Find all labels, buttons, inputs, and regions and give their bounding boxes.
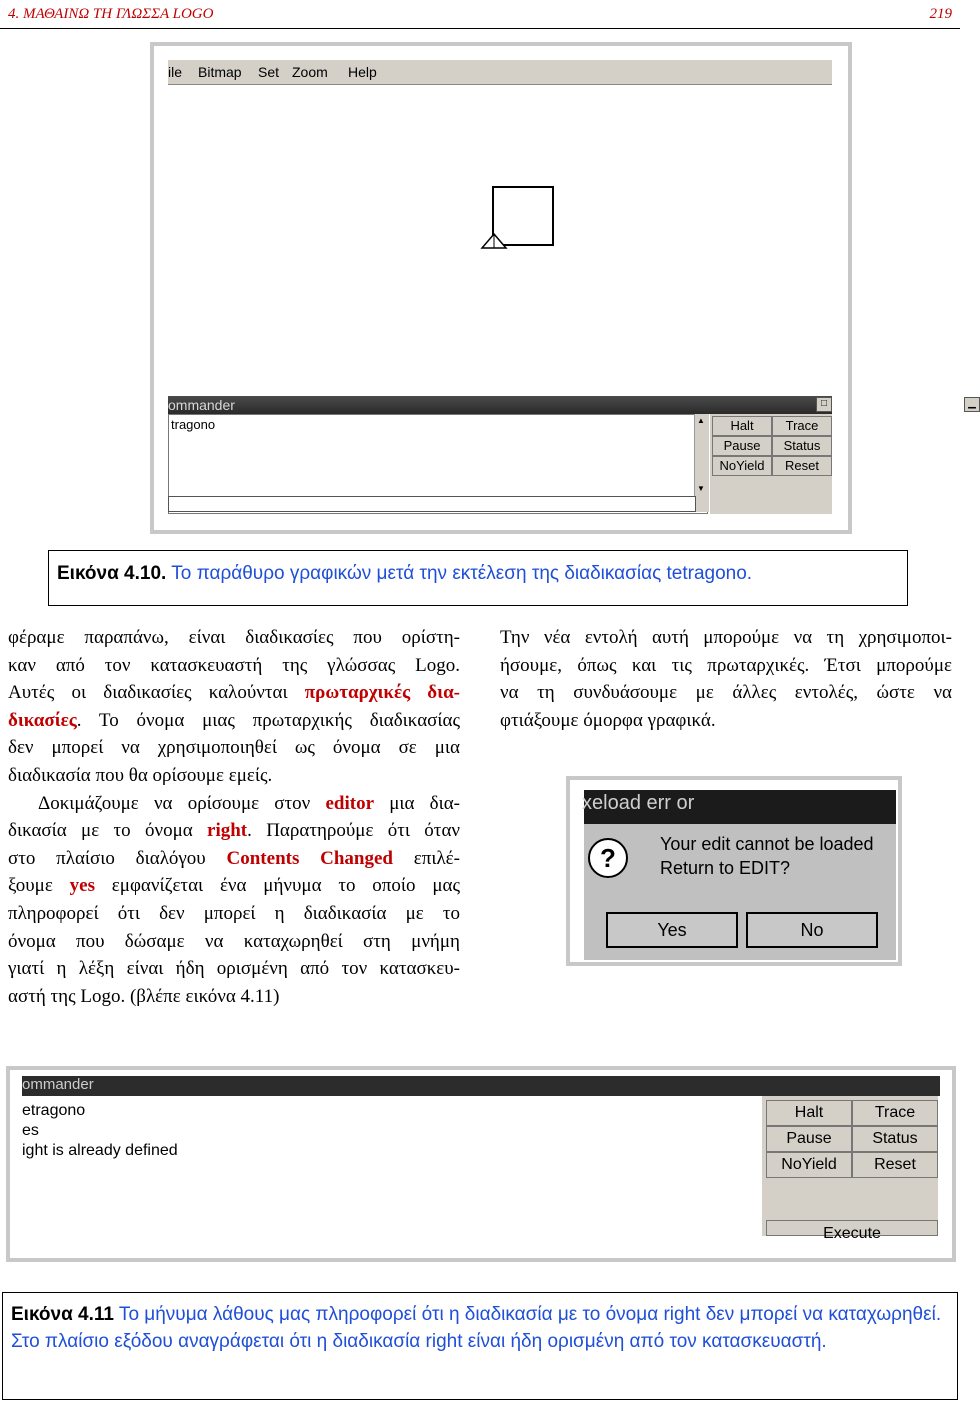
output-line: tragono: [171, 417, 216, 432]
text-line: ήσουμε, όπως και τις πρωταρχικές. Έτσι μπορούμε: [500, 654, 952, 676]
text-line: όνομα που δώσαμε να καταχωρηθεί στη μνήμη: [8, 930, 460, 952]
text-line: αστή της Logo. (βλέπε εικόνα 4.11): [8, 985, 280, 1007]
pause-button[interactable]: Pause: [712, 436, 772, 456]
dialog-titlebar: [584, 790, 896, 824]
reset-button[interactable]: Reset: [852, 1152, 938, 1178]
trace-button[interactable]: Trace: [852, 1100, 938, 1126]
minimize-button[interactable]: ▁: [964, 397, 980, 412]
caption-label: Εικόνα 4.10.: [57, 563, 167, 584]
text-line: καν από τον κατασκευαστή της γλώσσας Logo.: [8, 654, 460, 676]
turtle-icon: [480, 232, 508, 250]
output-line: ight is already defined: [22, 1142, 178, 1159]
commander-title: ommander: [168, 397, 235, 413]
text-line: πληροφορεί ότι δεν μπορεί η διαδικασία με το: [8, 902, 460, 924]
commander-title-2: ommander: [22, 1076, 94, 1093]
term-contents-changed: Contents Changed: [226, 847, 393, 869]
term-right: right: [207, 820, 248, 842]
caption-text: Το μήνυμα λάθους μας πληροφορεί ότι η διαδικασία με το όνομα right δεν μπορεί να καταχωρηθεί. Στο πλαίσιο εξόδου αναγράφεται ότι η διαδικασία right είναι ήδη ορισμένη από τον κατασκευαστή.: [11, 1304, 942, 1352]
page-number: 219: [929, 6, 952, 22]
header-rule: [0, 28, 960, 29]
dialog-message-1: Your edit cannot be loaded: [660, 834, 874, 854]
menu-help[interactable]: Help: [348, 64, 377, 80]
command-input[interactable]: [168, 496, 696, 512]
text-line: δικασίες. Το όνομα μιας πρωταρχικής διαδικασίας: [8, 709, 460, 731]
question-icon: ?: [588, 838, 628, 878]
text-line: ξουμε yes εμφανίζεται ένα μήνυμα το οποίο μας: [8, 875, 460, 897]
text-line: στο πλαίσιο διαλόγου Contents Changed επιλέ-: [8, 847, 460, 869]
halt-button[interactable]: Halt: [766, 1100, 852, 1126]
text-line: δεν μπορεί να χρησιμοποιηθεί ως όνομα σε μια: [8, 737, 460, 759]
text-line: δικασία με το όνομα right. Παρατηρούμε ότι όταν: [8, 820, 460, 842]
noyield-button[interactable]: NoYield: [712, 456, 772, 476]
maximize-button[interactable]: □: [816, 397, 832, 412]
noyield-button[interactable]: NoYield: [766, 1152, 852, 1178]
figure-2-caption: [2, 1292, 958, 1400]
commander-output-2: [22, 1096, 762, 1236]
text-line: φέραμε παραπάνω, είναι διαδικασίες που ορίστη-: [8, 627, 460, 648]
commander-titlebar: [168, 396, 976, 414]
trace-button[interactable]: Trace: [772, 416, 832, 436]
left-column: [8, 624, 460, 1010]
caption-label: Εικόνα 4.11: [11, 1304, 114, 1325]
halt-button[interactable]: Halt: [712, 416, 772, 436]
status-button[interactable]: Status: [772, 436, 832, 456]
dialog-title: xeload err or: [582, 792, 695, 814]
status-button[interactable]: Status: [852, 1126, 938, 1152]
text-line: γιατί η λέξη είναι ήδη ορισμένη από τον κατασκευ-: [8, 958, 460, 980]
term-primitive: πρωταρχικές δια-: [304, 682, 460, 704]
dialog-body: [584, 824, 896, 960]
text-line: Την νέα εντολή αυτή μπορούμε να τη χρησιμοποι-: [500, 627, 952, 648]
vertical-scrollbar[interactable]: [694, 414, 709, 512]
reset-button[interactable]: Reset: [772, 456, 832, 476]
term-yes: yes: [69, 875, 95, 897]
menu-bitmap[interactable]: Bitmap: [198, 64, 242, 80]
term-primitive-cont: δικασίες: [8, 709, 77, 731]
term-editor: editor: [325, 792, 375, 814]
scroll-down-icon[interactable]: ▼: [697, 484, 705, 493]
text-line: διαδικασία που θα ορίσουμε εμείς.: [8, 764, 273, 786]
commander-titlebar-2: [22, 1076, 940, 1096]
execute-button[interactable]: Execute: [766, 1220, 938, 1236]
right-column: [500, 624, 952, 734]
menu-set[interactable]: Set: [258, 64, 280, 80]
menu-file[interactable]: ile: [168, 64, 183, 80]
caption-text: Το παράθυρο γραφικών μετά την εκτέλεση της διαδικασίας tetragono.: [171, 563, 753, 584]
page-header: [4, 4, 956, 26]
dialog-message-2: Return to EDIT?: [660, 858, 791, 878]
scroll-up-icon[interactable]: ▲: [697, 416, 705, 425]
output-line: etragono: [22, 1102, 86, 1119]
yes-button[interactable]: Yes: [606, 912, 738, 948]
no-button[interactable]: No: [746, 912, 878, 948]
menu-bar: [168, 60, 832, 85]
commander-button-panel-2: [762, 1096, 938, 1242]
menu-zoom[interactable]: Zoom: [292, 64, 328, 80]
chapter-title: 4. ΜΑΘΑΙΝΩ ΤΗ ΓΛΩΣΣΑ LOGO: [8, 6, 214, 22]
pause-button[interactable]: Pause: [766, 1126, 852, 1152]
text-line: φτιάξουμε όμορφα γραφικά.: [500, 709, 716, 731]
text-line: Αυτές οι διαδικασίες καλούνται πρωταρχικές δια-: [8, 682, 460, 704]
text-line: Δοκιμάζουμε να ορίσουμε στον editor μια δια-: [38, 792, 460, 814]
figure-1-caption: [48, 550, 908, 606]
output-line: es: [22, 1122, 39, 1139]
text-line: να τη συνδυάσουμε με άλλες εντολές, ώστε να: [500, 682, 952, 704]
